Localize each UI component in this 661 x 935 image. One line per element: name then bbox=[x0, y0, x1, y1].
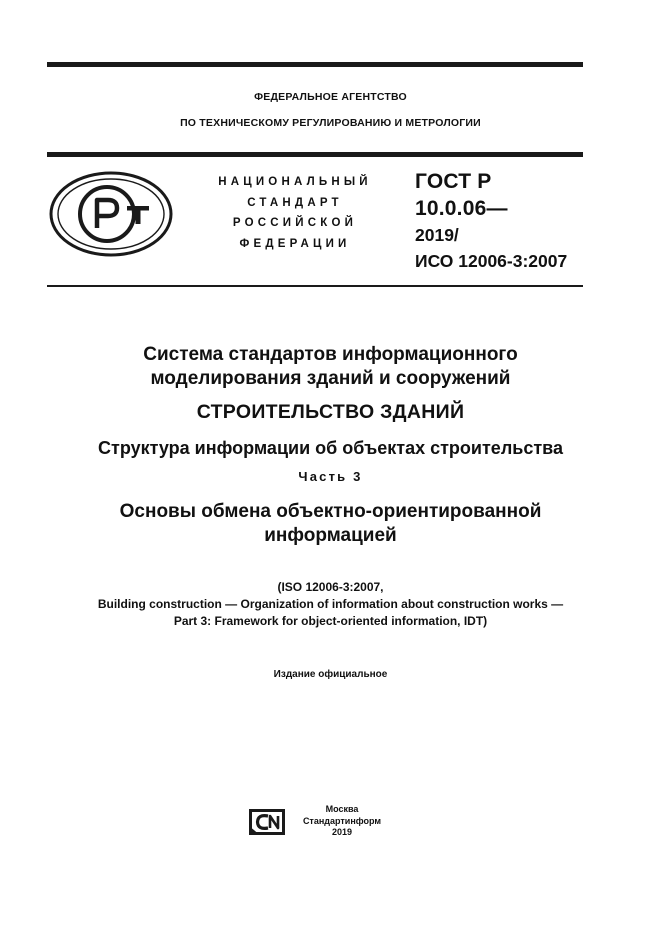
national-standard-label bbox=[200, 172, 390, 254]
designation-line: 10.0.06— bbox=[415, 197, 508, 220]
national-standard-line: РОССИЙСКОЙ bbox=[232, 217, 358, 229]
basis-title-line: информацией bbox=[264, 525, 397, 546]
building-title: СТРОИТЕЛЬСТВО ЗДАНИЙ bbox=[196, 401, 465, 423]
iso-reference-line: Building construction — Organization of information about construction works — bbox=[97, 597, 564, 611]
iso-reference-line: (ISO 12006-3:2007, bbox=[277, 580, 384, 594]
basis-title bbox=[0, 500, 661, 548]
gost-r-logo bbox=[47, 170, 175, 258]
publisher-info bbox=[292, 804, 392, 839]
structure-title: Структура информации об объектах строительства bbox=[98, 438, 563, 458]
iso-reference bbox=[0, 579, 661, 630]
standard-designation bbox=[415, 168, 585, 274]
part-label: Часть 3 bbox=[298, 469, 363, 484]
publisher-city: Москва bbox=[325, 804, 359, 814]
middle-rule bbox=[47, 152, 583, 157]
series-title-line: моделирования зданий и сооружений bbox=[150, 368, 511, 389]
lower-rule bbox=[47, 285, 583, 287]
agency-line-2: ПО ТЕХНИЧЕСКОМУ РЕГУЛИРОВАНИЮ И МЕТРОЛОГИИ bbox=[180, 117, 481, 129]
national-standard-line: СТАНДАРТ bbox=[247, 196, 343, 209]
national-standard-line: НАЦИОНАЛЬНЫЙ bbox=[218, 176, 372, 188]
designation-line: ГОСТ Р bbox=[415, 170, 492, 193]
designation-line: 2019/ bbox=[415, 225, 459, 245]
agency-line-1: ФЕДЕРАЛЬНОЕ АГЕНТСТВО bbox=[254, 91, 407, 103]
iso-reference-line: Part 3: Framework for object-oriented information, IDT) bbox=[173, 614, 488, 628]
publisher-year: 2019 bbox=[331, 827, 353, 837]
publisher-name: Стандартинформ bbox=[302, 815, 382, 826]
basis-title-line: Основы обмена объектно-ориентированной bbox=[119, 501, 542, 522]
series-title-line: Система стандартов информационного bbox=[143, 344, 518, 365]
publisher-logo bbox=[248, 808, 286, 836]
top-rule bbox=[47, 62, 583, 67]
series-title bbox=[0, 343, 661, 391]
national-standard-line: ФЕДЕРАЦИИ bbox=[239, 237, 351, 250]
designation-line: ИСО 12006-3:2007 bbox=[415, 251, 568, 271]
edition-label: Издание официальное bbox=[273, 669, 388, 680]
